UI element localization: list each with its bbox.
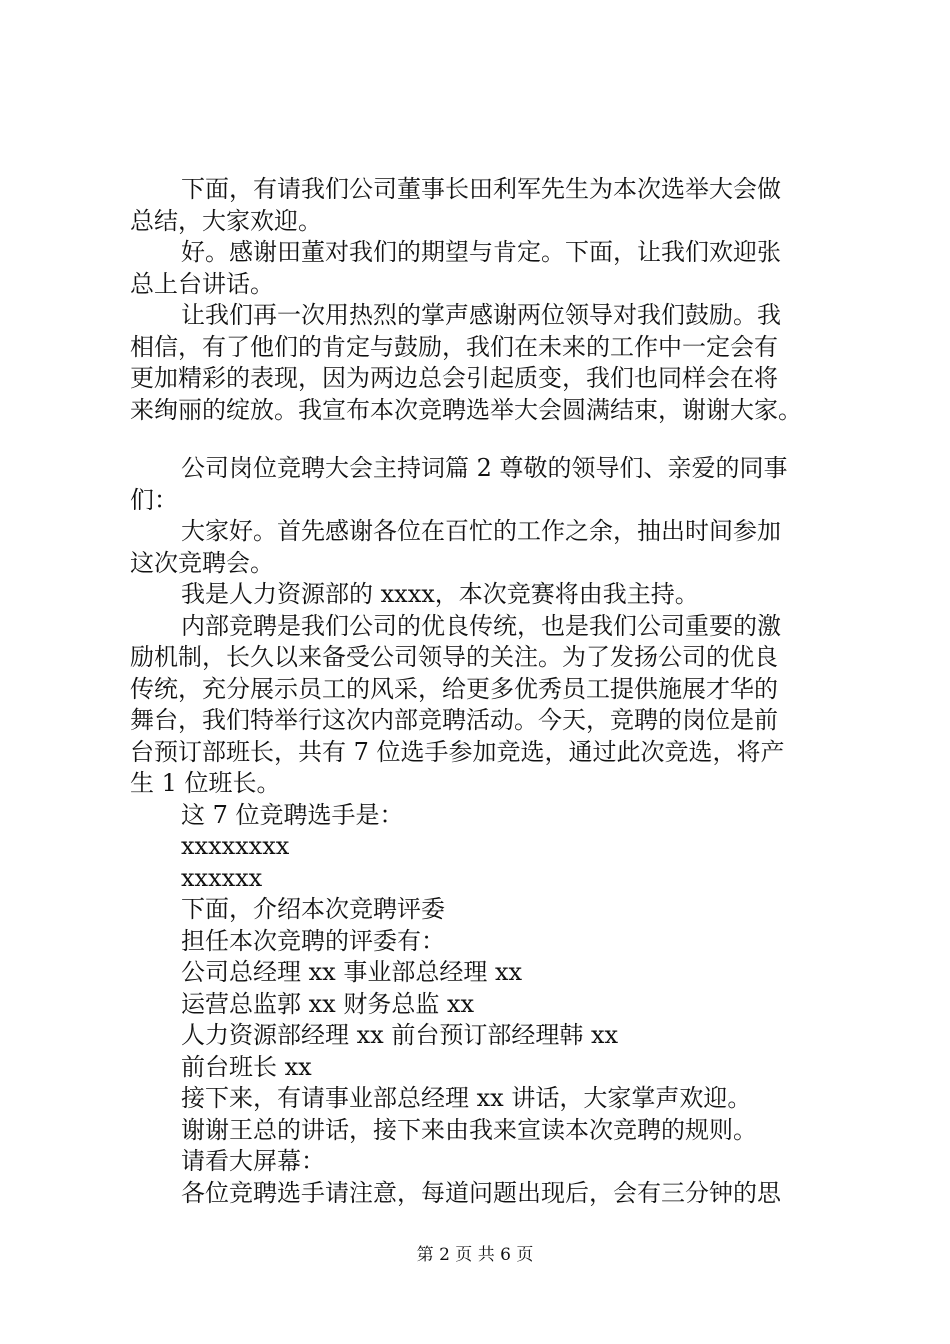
judge-line: 运营总监郭 xx 财务总监 xx [181, 989, 475, 1018]
paragraph-line: 请看大屏幕： [181, 1147, 325, 1175]
paragraph-line: 让我们再一次用热烈的掌声感谢两位领导对我们鼓励。我 [181, 301, 781, 329]
paragraph-line: 生 1 位班长。 [130, 769, 281, 797]
paragraph-line: 来绚丽的绽放。我宣布本次竞聘选举大会圆满结束，谢谢大家。 [130, 395, 802, 424]
paragraph-line: 们： [130, 485, 178, 514]
judge-line: 前台班长 xx [181, 1052, 312, 1081]
paragraph-line: 这 7 位竞聘选手是： [181, 800, 404, 829]
paragraph-line: 下面，有请我们公司董事长田利军先生为本次选举大会做 [181, 175, 781, 203]
paragraph-line: 接下来，有请事业部总经理 xx 讲话，大家掌声欢迎。 [181, 1084, 752, 1112]
paragraph-line: 传统，充分展示员工的风采，给更多优秀员工提供施展才华的 [130, 674, 778, 703]
paragraph-line: 好。感谢田董对我们的期望与肯定。下面，让我们欢迎张 [181, 238, 781, 266]
candidate-line: xxxxxx [181, 863, 263, 892]
paragraph-line: 舞台，我们特举行这次内部竞聘活动。今天，竞聘的岗位是前 [130, 706, 778, 734]
judge-line: 公司总经理 xx 事业部总经理 xx [181, 958, 523, 986]
section-heading-line: 公司岗位竞聘大会主持词篇 2 尊敬的领导们、亲爱的同事 [181, 454, 788, 482]
page-footer: 第 2 页 共 6 页 [416, 1245, 534, 1265]
paragraph-line: 励机制，长久以来备受公司领导的关注。为了发扬公司的优良 [130, 643, 778, 671]
candidate-line: xxxxxxxx [181, 832, 290, 860]
paragraph-line: 相信，有了他们的肯定与鼓励，我们在未来的工作中一定会有 [130, 332, 778, 361]
paragraph-line: 总结，大家欢迎。 [130, 206, 322, 235]
paragraph-line: 这次竞聘会。 [130, 548, 274, 577]
paragraph-line: 下面，介绍本次竞聘评委 [181, 895, 445, 923]
paragraph-line: 担任本次竞聘的评委有： [181, 926, 445, 955]
paragraph-line: 更加精彩的表现，因为两边总会引起质变，我们也同样会在将 [130, 364, 778, 392]
judge-line: 人力资源部经理 xx 前台预订部经理韩 xx [181, 1021, 619, 1049]
document-body [130, 174, 830, 1209]
paragraph-line: 总上台讲话。 [130, 269, 274, 298]
paragraph-line: 我是人力资源部的 xxxx，本次竞赛将由我主持。 [181, 580, 699, 608]
paragraph-line: 谢谢王总的讲话，接下来由我来宣读本次竞聘的规则。 [181, 1115, 757, 1144]
section-gap [130, 426, 830, 453]
paragraph-line: 大家好。首先感谢各位在百忙的工作之余，抽出时间参加 [181, 517, 781, 545]
paragraph-line: 各位竞聘选手请注意，每道问题出现后，会有三分钟的思 [181, 1178, 781, 1207]
paragraph-line: 内部竞聘是我们公司的优良传统，也是我们公司重要的激 [181, 611, 781, 640]
paragraph-line: 台预订部班长，共有 7 位选手参加竞选，通过此次竞选，将产 [130, 737, 785, 766]
